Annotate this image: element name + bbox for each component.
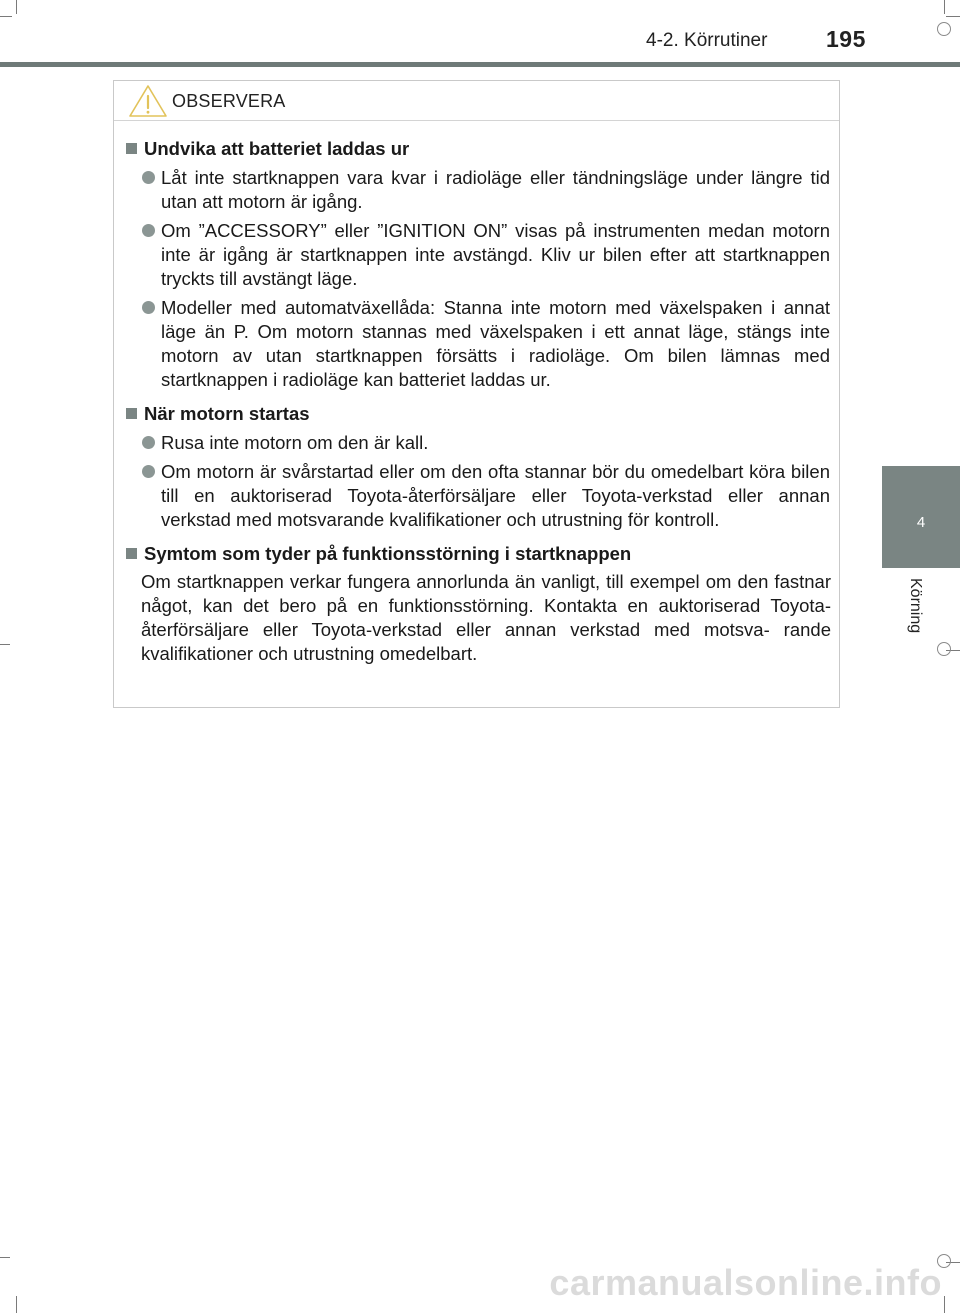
- crop-mark: [0, 1257, 10, 1258]
- section-heading: Undvika att batteriet laddas ur: [124, 137, 830, 161]
- registration-mark: [937, 22, 951, 36]
- section-heading: Symtom som tyder på funktionsstörning i startknappen: [124, 542, 830, 566]
- square-bullet-icon: [126, 548, 137, 559]
- caution-box: [113, 80, 840, 708]
- square-bullet-icon: [126, 408, 137, 419]
- crop-mark: [946, 16, 960, 17]
- circle-bullet-icon: [142, 465, 155, 478]
- crop-mark: [944, 0, 945, 14]
- section-title: 4-2. Körrutiner: [646, 30, 768, 51]
- header-rule: [0, 62, 960, 67]
- chapter-label: Körning: [907, 578, 924, 634]
- caution-header: [114, 81, 839, 121]
- registration-mark: [937, 642, 951, 656]
- chapter-tab: [882, 466, 960, 568]
- circle-bullet-icon: [142, 224, 155, 237]
- caution-body: [124, 137, 830, 666]
- list-item: Låt inte startknappen vara kvar i radioläge eller tändningsläge under längre tid utan att motorn är igång.: [142, 166, 830, 214]
- caution-title: OBSERVERA: [172, 91, 286, 111]
- section-heading: När motorn startas: [124, 402, 830, 426]
- chapter-number: 4: [916, 514, 926, 531]
- list-item: Om ”ACCESSORY” eller ”IGNITION ON” visas på instrumenten medan motorn inte är igång är startknappen inte avstängd. Kliv ur bilen efter att startknappen tryckts till avstängt läge.: [142, 219, 830, 291]
- section-paragraph: Om startknappen verkar fungera annorlunda än vanligt, till exempel om den fastnar något, kan det bero på en funktionsstörning. Kontakta en auktoriserad Toyota-återförsäljare eller Toyota-verkstad eller annan verkstad med motsva- rande kvalifikationer och utrustning omedelbart.: [141, 571, 831, 664]
- crop-mark: [944, 1296, 945, 1313]
- circle-bullet-icon: [142, 436, 155, 449]
- chapter-label-wrap: [904, 578, 924, 658]
- crop-mark: [0, 644, 10, 645]
- warning-triangle-icon: [128, 84, 168, 118]
- crop-mark: [0, 16, 12, 17]
- circle-bullet-icon: [142, 301, 155, 314]
- crop-mark: [16, 1296, 17, 1313]
- watermark: carmanualsonline.info: [549, 1262, 942, 1303]
- square-bullet-icon: [126, 143, 137, 154]
- circle-bullet-icon: [142, 171, 155, 184]
- crop-mark: [16, 0, 17, 14]
- page-number: 195: [826, 26, 866, 52]
- list-item: Om motorn är svårstartad eller om den ofta stannar bör du omedelbart köra bilen till en auktoriserad Toyota-återförsäljare eller Toyota-verkstad eller annan verkstad med motsvarande kvalifikationer och utrustning för kontroll.: [142, 460, 830, 532]
- list-item: Rusa inte motorn om den är kall.: [142, 431, 830, 455]
- list-item: Modeller med automatväxellåda: Stanna inte motorn med växelspaken i annat läge än P. Om motorn stannas med växelspaken i ett annat läge, stängs inte motorn av utan startknappen försätts i radioläge. Om bilen lämnas med startknappen i radioläge kan batteriet laddas ur.: [142, 296, 830, 392]
